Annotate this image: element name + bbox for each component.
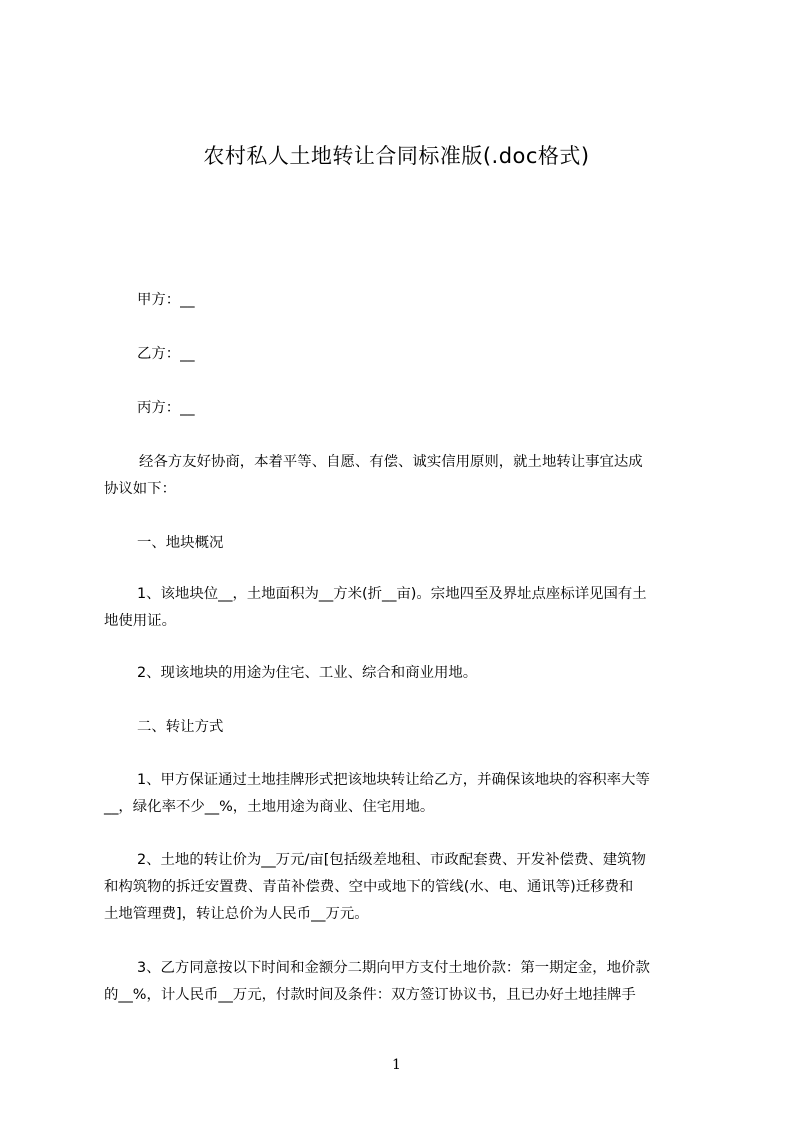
section-1-item-2: 2、现该地块的用途为住宅、工业、综合和商业用地。 [137,665,478,681]
intro-line-1: 经各方友好协商，本着平等、自愿、有偿、诚实信用原则，就土地转让事宜达成 [139,454,643,470]
party-c-line: 丙方：__ [137,400,195,416]
intro-paragraph [104,449,716,503]
s2-item1-line-2: __，绿化率不少__%，土地用途为商业、住宅用地。 [104,799,435,815]
party-b-line: 乙方：__ [137,346,195,362]
intro-line-2: 协议如下： [104,481,176,497]
s2-item3-line-2: 的__%，计人民币__万元，付款时间及条件：双方签订协议书，且已办好土地挂牌手 [104,987,636,1003]
section-2-item-2 [104,847,716,928]
party-a-line: 甲方：__ [137,292,195,308]
s1-item1-line-2: 地使用证。 [104,613,176,629]
page-number: 1 [392,1057,401,1073]
s2-item2-line-3: 土地管理费]，转让总价为人民币__万元。 [104,906,369,922]
s2-item2-line-1: 2、土地的转让价为__万元/亩[包括级差地租、市政配套费、开发补偿费、建筑物 [137,852,646,868]
s1-item1-line-1: 1、该地块位__，土地面积为__方米(折__亩)。宗地四至及界址点座标详见国有土 [137,586,647,602]
document-title: 农村私人土地转让合同标准版(.doc格式) [203,144,590,168]
section-1-item-1 [104,581,716,635]
section-1-heading: 一、地块概况 [137,535,224,551]
s2-item3-line-1: 3、乙方同意按以下时间和金额分二期向甲方支付土地价款：第一期定金，地价款 [137,960,650,976]
section-2-item-1 [104,767,716,821]
s2-item2-line-2: 和构筑物的拆迁安置费、青苗补偿费、空中或地下的管线(水、电、通讯等)迁移费和 [104,879,634,895]
section-2-heading: 二、转让方式 [137,719,224,735]
section-2-item-3 [104,955,716,1009]
s2-item1-line-1: 1、甲方保证通过土地挂牌形式把该地块转让给乙方，并确保该地块的容积率大等 [137,772,650,788]
